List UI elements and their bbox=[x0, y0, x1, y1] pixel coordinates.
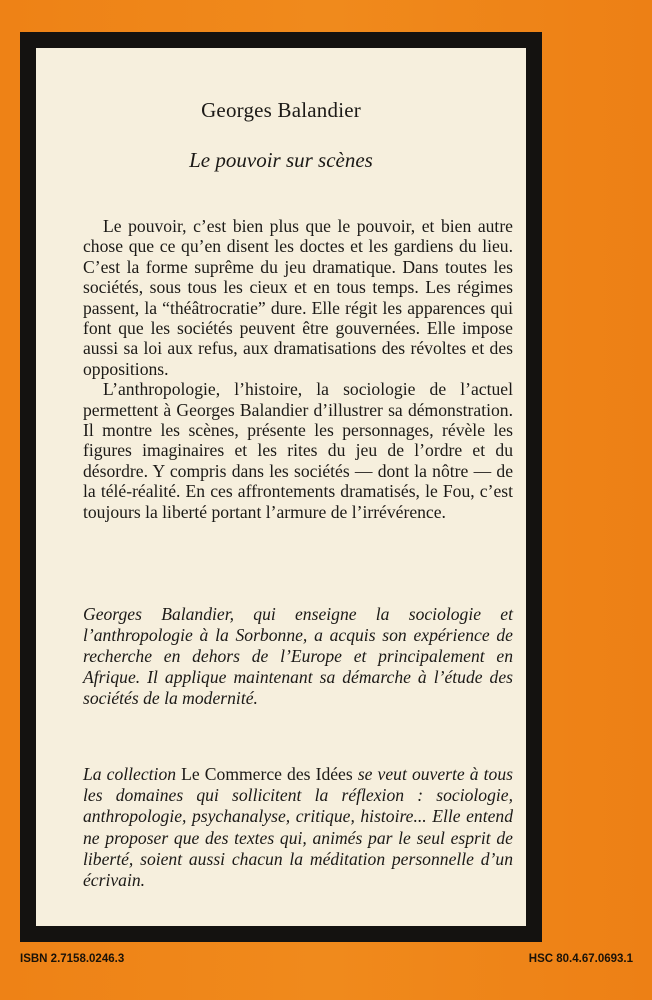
text-panel bbox=[36, 48, 526, 926]
collection-prefix: La collection bbox=[83, 764, 177, 784]
blurb bbox=[83, 216, 513, 522]
collection-note bbox=[83, 764, 513, 891]
author-bio: Georges Balandier, qui enseigne la sociologie et l’anthropologie à la Sorbonne, a acquis son expérience de recherche en dehors de l’Europe et principalement en Afrique. Il applique maintenant sa démarche à l’étude des sociétés de la modernité. bbox=[83, 604, 513, 708]
blurb-paragraph-2: L’anthropologie, l’histoire, la sociologie de l’actuel permettent à Georges Balandier d’illustrer sa démonstration. Il montre les scènes, présente les personnages, révèle les figures imaginaires et les rites du jeu de l’ordre et du désordre. Y compris dans les sociétés — dont la nôtre — de la télé-réalité. En ces affrontements dramatisés, le Fou, c’est toujours la liberté portant l’armure de l’irrévérence. bbox=[83, 379, 513, 522]
author-name: Georges Balandier bbox=[201, 98, 361, 122]
isbn-code: ISBN 2.7158.0246.3 bbox=[20, 953, 125, 965]
hsc-code: HSC 80.4.67.0693.1 bbox=[528, 953, 633, 965]
collection-text: se veut ouverte à tous les domaines qui sollicitent la réflexion : sociologie, anthropologie, psychanalyse, critique, histoire... Elle entend ne proposer que des textes qui, animés par le seul esprit de liberté, soient aussi chacun la méditation personnelle d’un écrivain. bbox=[83, 764, 513, 891]
blurb-paragraph-1: Le pouvoir, c’est bien plus que le pouvoir, et bien autre chose que ce qu’en disent les doctes et les gardiens du lieu. C’est la forme suprême du jeu dramatique. Dans toutes les sociétés, sous tous les cieux et en tous temps. Les régimes passent, la “théâtrocratie” dure. Elle régit les apparences qui font que les sociétés peuvent être gouvernées. Elle impose aussi sa loi aux refus, aux dramatisations des révoltes et des oppositions. bbox=[83, 216, 513, 379]
book-title: Le pouvoir sur scènes bbox=[189, 148, 373, 172]
collection-name: Le Commerce des Idées bbox=[181, 764, 353, 784]
